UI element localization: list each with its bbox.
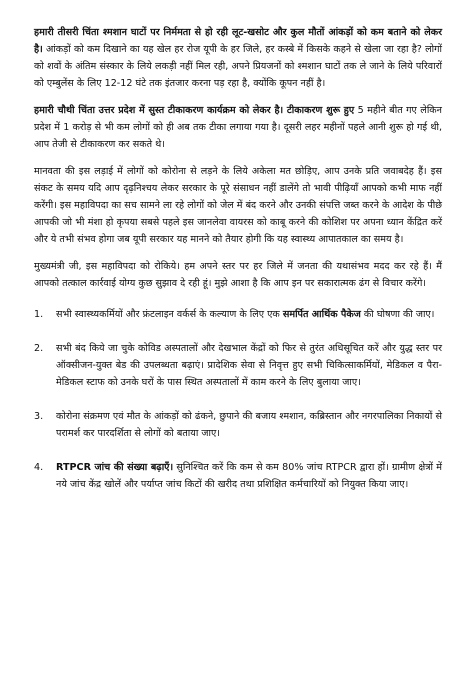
paragraph-heading: हमारी चौथी चिंता उत्तर प्रदेश में सुस्त टीकाकरण कार्यक्रम को लेकर है। टीकाकरण शुरू हुए <box>34 105 355 116</box>
list-item-text: सभी बंद किये जा चुके कोविड अस्पतालों और देखभाल केंद्रों को फिर से तुरंत अधिसूचित करें और युद्ध स्तर पर ऑक्सीजन-युक्त बेड की उपलब्धता बढ़ाएं। प्रादेशिक सेवा से निवृत्त हुए सभी चिकित्साकर्मियों, मेडिकल व पैरा-मेडिकल स्टाफ को उनके घरों के पास स्थित अस्पतालों में काम करने के लिए बुलाया जाए। <box>56 343 442 388</box>
list-item-number: 4. <box>34 462 44 473</box>
paragraph-heading: हमारी तीसरी चिंता श्मशान घाटों पर निर्ममता से हो रही लूट-खसोट और कुल मौतों आंकड़ों को कम बताने को लेकर है। <box>34 27 442 55</box>
paragraph-text: मानवता की इस लड़ाई में लोगों को कोरोना से लड़ने के लिये अकेला मत छोड़िए, आप उनके प्रति जवाबदेह हैं। इस संकट के समय यदि आप दृढ़निश्चय लेकर सरकार के पूरे संसाधन नहीं डालेंगे तो भावी पीढ़ियाँ आपको कभी माफ नहीं करेंगी। इस महाविपदा का सच सामने ला रहे लोगों को जेल में बंद करने और उनकी संपत्ति जब्त करने के आदेश के पीछे आपकी जो भी मंशा हो कृपया सबसे पहले इस जानलेवा वायरस को काबू करने की कोशिश पर अपना ध्यान केंद्रित करें और ये तभी संभव होगा जब यूपी सरकार यह मानने को तैयार होगी कि यह स्वास्थ्य आपातकाल का समय है। <box>34 166 442 245</box>
paragraph-text: मुख्यमंत्री जी, इस महाविपदा को रोकिये। हम अपने स्तर पर हर जिले में जनता की यथासंभव मदद कर रहे हैं। मैं आपको तत्काल कार्रवाई योग्य कुछ सुझाव दे रही हूं। मुझे आशा है कि आप इन पर सकारात्मक ढंग से विचार करेंगे। <box>34 261 442 289</box>
list-item-financial-package <box>34 306 442 323</box>
paragraph-third-concern <box>34 24 442 92</box>
list-item-text-end: की घोषणा की जाए। <box>360 309 435 320</box>
list-item-text-end: सुनिश्चित करें कि कम से कम 80% जांच RTPCR द्वारा हों। ग्रामीण क्षेत्रों में नये जांच केंद्र खोलें और पर्याप्त जांच किटों की खरीद तथा प्रशिक्षित कर्मचारियों को नियुक्त किया जाए। <box>56 462 442 490</box>
list-item-highlight: समर्पित आर्थिक पैकेज <box>282 309 361 320</box>
paragraph-text: आंकड़ों को कम दिखाने का यह खेल हर रोज यूपी के हर जिले, हर कस्बे में किसके कहने से खेला जा रहा है? लोगों को शवों के अंतिम संस्कार के लिये लकड़ी नहीं मिल रही, अपने प्रियजनों को श्मशान घाटों तक ले जाने के लिये परिवारों को एम्बुलेंस के लिए 12-12 घंटे तक इंतजार करना पड़ रहा है, क्योंकि कूपन नहीं है। <box>34 44 442 89</box>
paragraph-humanity-appeal <box>34 163 442 248</box>
list-item-text: सभी स्वास्थ्यकर्मियों और फ्रंटलाइन वर्कर्स के कल्याण के लिए एक <box>56 309 283 320</box>
list-item-transparent-data <box>34 408 442 442</box>
list-item-number: 2. <box>34 343 44 354</box>
list-item-number: 3. <box>34 411 44 422</box>
list-item-highlight: RTPCR जांच की संख्या बढ़ाएँ। <box>56 462 174 473</box>
list-item-number: 1. <box>34 309 44 320</box>
list-item-text: कोरोना संक्रमण एवं मौत के आंकड़ों को ढंकने, छुपाने की बजाय श्मशान, कब्रिस्तान और नगरपालिका निकायों से परामर्श कर पारदर्शिता से लोगों को बताया जाए। <box>56 411 442 439</box>
paragraph-fourth-concern <box>34 102 442 153</box>
list-item-rtpcr-testing <box>34 459 442 493</box>
suggestions-list <box>34 306 442 493</box>
paragraph-chief-minister-address <box>34 258 442 292</box>
list-item-covid-hospitals <box>34 340 442 391</box>
paragraph-text: 5 महीने बीत गए लेकिन प्रदेश में 1 करोड़ से भी कम लोगों को ही अब तक टीका लगाया गया है। दूसरी लहर महीनों पहले आनी शुरू हो गई थी, आप तेजी से टीकाकरण कर सकते थे। <box>34 105 442 150</box>
